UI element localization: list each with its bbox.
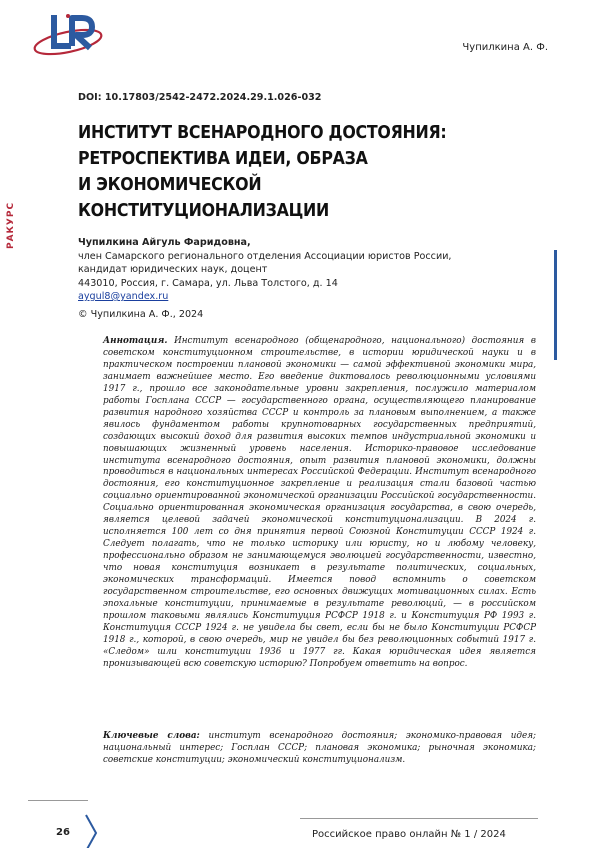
journal-name: Российское право онлайн № 1 / 2024: [312, 829, 506, 840]
abstract-label: Аннотация.: [103, 336, 168, 346]
page-number: 26: [56, 827, 70, 838]
author-email-link[interactable]: aygul8@yandex.ru: [78, 291, 169, 302]
lr-globe-logo-icon: [28, 12, 108, 58]
copyright: © Чупилкина А. Ф., 2024: [78, 309, 204, 320]
section-label: [6, 201, 26, 284]
keywords-label: Ключевые слова:: [103, 731, 200, 741]
title-line: И ЭКОНОМИЧЕСКОЙ КОНСТИТУЦИОНАЛИЗАЦИИ: [78, 175, 329, 221]
author-name: Чупилкина Айгуль Фаридовна,: [78, 237, 251, 248]
article-title: [78, 120, 492, 224]
author-info: [78, 236, 538, 304]
title-line: РЕТРОСПЕКТИВА ИДЕИ, ОБРАЗА: [78, 149, 368, 169]
keywords: [103, 731, 536, 767]
footer-divider: [300, 818, 538, 819]
running-head-author: Чупилкина А. Ф.: [462, 42, 548, 53]
author-degree: кандидат юридических наук, доцент: [78, 264, 268, 275]
abstract: [103, 336, 536, 671]
footer-divider-left: [28, 800, 88, 801]
section-label-text: РАКУРС: [6, 201, 16, 249]
author-address: 443010, Россия, г. Самара, ул. Льва Толстого, д. 14: [78, 277, 338, 289]
title-line: ИНСТИТУТ ВСЕНАРОДНОГО ДОСТОЯНИЯ:: [78, 123, 447, 143]
author-affiliation: член Самарского регионального отделения Ассоциации юристов России,: [78, 250, 452, 262]
chevron-right-icon: [84, 813, 98, 848]
keywords-text: институт всенародного достояния; экономико-правовая идея; национальный интерес; Госплан СССР; плановая экономика; рыночная экономика; советские конституции; экономический конституционализм.: [103, 731, 536, 765]
abstract-text: Институт всенародного (общенародного, национального) достояния в советском конституционном строительстве, в истории юридической науки и в практическом построении плановой экономики — самой эффективной экономики мира, занимает важнейшее место. Его введение диктовалось революционными условиями 1917 г., прошло все законодательные уровни закрепления, послужило материалом работы Госплана СССР — государственного органа, осуществляющего планирование развития народного хозяйства СССР и контроль за плановым выполнением, а также явилось фундаментом работы крупнотоварных государственных предприятий, создающих высокий доход для развития высоких темпов индустриальной экономики и повышающих жизненный уровень населения. Историко-правовое исследование института всенародного достояния, опыт развития плановой экономики, должны проводиться в национальных интересах Российской Федерации. Институт всенародного достояния, его конституционное закрепление и реализация стали базовой частью социально ориентированной экономической организации Российской государственности. Социально ориентированная экономическая организация государства, в свою очередь, является целевой задачей экономической конституционализации. В 2024 г. исполняется 100 лет со дня принятия первой Союзной Конституции СССР 1924 г. Следует полагать, что не только историку или юристу, но и любому человеку, профессионально образом не занимающемуся эволюцией государственности, известно, что новая конституция возникает в результате политических, социальных, экономических трансформаций. Имеется повод вспомнить о советском государственном строительстве, его основных движущих мотивационных силах. Есть эпохальные конституции, принимаемые в результате революций, — в российском прошлом таковыми являлись Конституция РСФСР 1918 г. и Конституция РФ 1993 г. Конституция СССР 1924 г. не увидела бы свет, если бы не было Конституции РСФСР 1918 г., которой, в свою очередь, мир не увидел бы без революционных событий 1917 г. «Следом» шли конституции 1936 и 1977 гг. Какая юридическая идея является пронизывающей всю советскую историю? Попробуем ответить на вопрос.: [103, 336, 536, 669]
accent-bar: [554, 250, 557, 360]
doi: DOI: 10.17803/2542-2472.2024.29.1.026-032: [78, 92, 322, 103]
